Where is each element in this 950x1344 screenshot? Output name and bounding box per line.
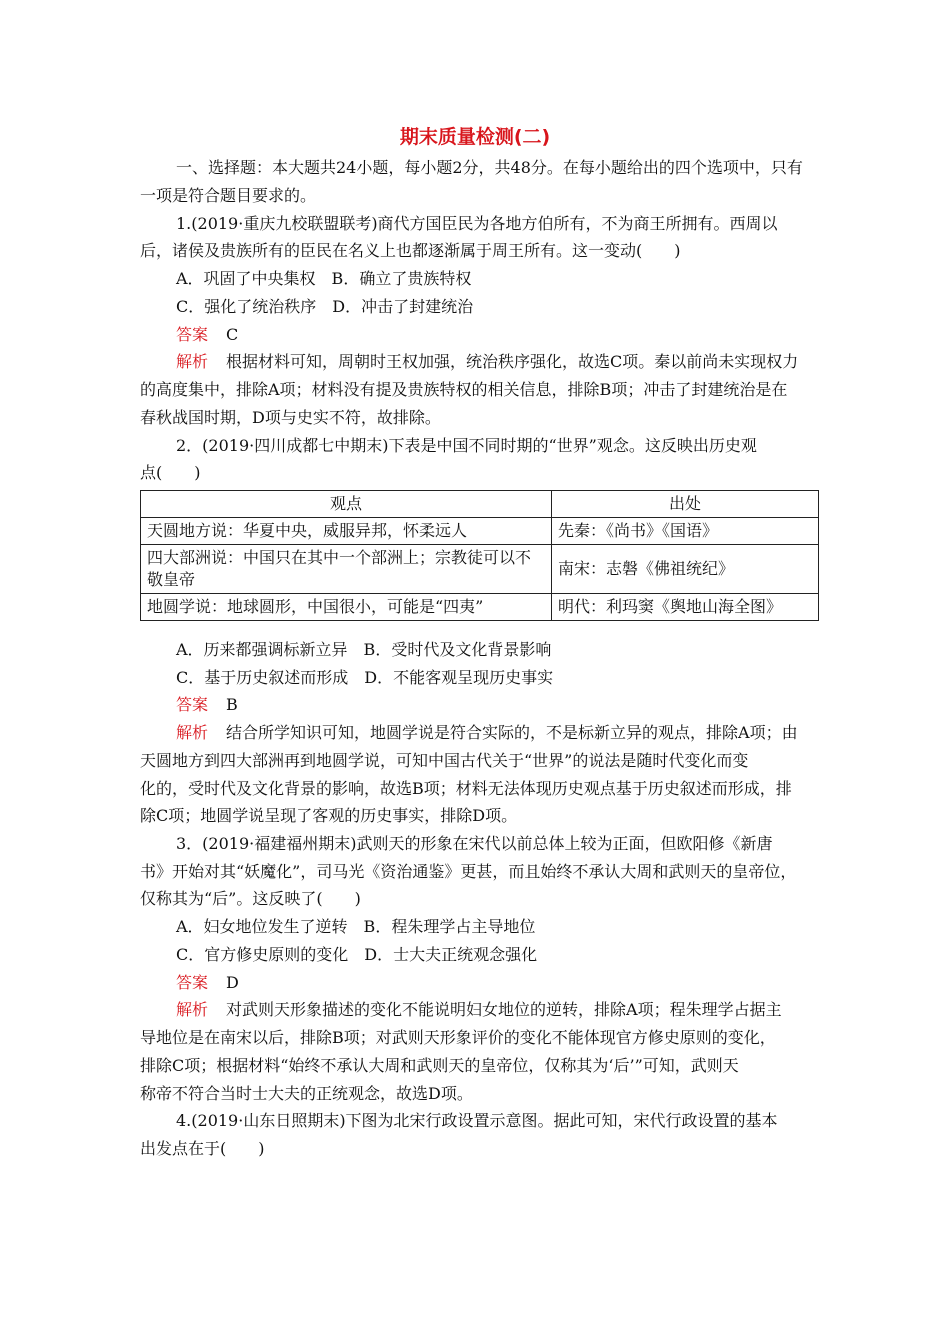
- q2-stem: 点( ): [140, 463, 201, 482]
- table-cell-view: 四大部洲说：中国只在其中一个部洲上；宗教徒可以不敬皇帝: [141, 545, 552, 594]
- q2-option: A．历来都强调标新立异 B．受时代及文化背景影响: [176, 640, 552, 659]
- q1-option: A．巩固了中央集权 B．确立了贵族特权: [176, 269, 472, 288]
- analysis-text: 对武则天形象描述的变化不能说明妇女地位的逆转，排除A项；程朱理学占据主: [226, 1000, 782, 1019]
- q3-stem: 3．(2019·福建福州期末)武则天的形象在宋代以前总体上较为正面，但欧阳修《新唐: [176, 834, 773, 853]
- table-row: [141, 545, 819, 594]
- answer-label: 答案: [176, 695, 209, 714]
- q2-analysis: 除C项；地圆学说呈现了客观的历史事实，排除D项。: [140, 806, 518, 825]
- q1-stem: 1.(2019·重庆九校联盟联考)商代方国臣民为各地方伯所有，不为商王所拥有。西周以: [176, 214, 778, 233]
- q2-analysis: [176, 723, 798, 743]
- answer-value: B: [226, 695, 238, 714]
- q1-analysis: 的高度集中，排除A项；材料没有提及贵族特权的相关信息，排除B项；冲击了封建统治是在: [140, 380, 788, 399]
- table-cell-view: 地圆学说：地球圆形，中国很小，可能是“四夷”: [141, 594, 552, 621]
- q1-analysis: 春秋战国时期，D项与史实不符，故排除。: [140, 408, 441, 427]
- q3-analysis: 称帝不符合当时士大夫的正统观念，故选D项。: [140, 1084, 473, 1103]
- table-row: [141, 594, 819, 621]
- q1-option: C．强化了统治秩序 D．冲击了封建统治: [176, 297, 474, 316]
- q2-analysis: 天圆地方到四大部洲再到地圆学说，可知中国古代关于“世界”的说法是随时代变化而变: [140, 751, 749, 770]
- q3-answer: [176, 973, 239, 993]
- q3-option: A．妇女地位发生了逆转 B．程朱理学占主导地位: [176, 917, 536, 936]
- table-row: [141, 518, 819, 545]
- answer-value: C: [226, 325, 239, 344]
- answer-label: 答案: [176, 973, 209, 992]
- q1-stem: 后，诸侯及贵族所有的臣民在名义上也都逐渐属于周王所有。这一变动( ): [140, 241, 681, 260]
- q3-stem: 书》开始对其“妖魔化”，司马光《资治通鉴》更甚，而且始终不承认大周和武则天的皇帝位，: [140, 862, 797, 881]
- q1-answer: [176, 325, 238, 345]
- q3-analysis: [176, 1000, 782, 1020]
- table-cell-source: 先秦：《尚书》《国语》: [552, 518, 819, 545]
- q4-stem: 出发点在于( ): [140, 1139, 265, 1158]
- analysis-label: 解析: [176, 352, 209, 371]
- q3-analysis: 导地位是在南宋以后，排除B项；对武则天形象评价的变化不能体现官方修史原则的变化，: [140, 1028, 776, 1047]
- q1-analysis: [176, 352, 798, 372]
- q2-option: C．基于历史叙述而形成 D．不能客观呈现历史事实: [176, 668, 554, 687]
- q2-analysis: 化的，受时代及文化背景的影响，故选B项；材料无法体现历史观点基于历史叙述而形成，排: [140, 779, 792, 798]
- q2-answer: [176, 695, 238, 715]
- table-cell-view: 天圆地方说：华夏中央，威服异邦，怀柔远人: [141, 518, 552, 545]
- page-title: 期末质量检测(二): [399, 126, 551, 148]
- answer-label: 答案: [176, 325, 209, 344]
- q3-analysis: 排除C项；根据材料“始终不承认大周和武则天的皇帝位，仅称其为‘后’”可知，武则天: [140, 1056, 739, 1075]
- table-header-view: 观点: [141, 491, 552, 518]
- analysis-text: 结合所学知识可知，地圆学说是符合实际的，不是标新立异的观点，排除A项；由: [226, 723, 798, 742]
- q3-stem: 仅称其为“后”。这反映了( ): [140, 889, 361, 908]
- q3-option: C．官方修史原则的变化 D．士大夫正统观念强化: [176, 945, 538, 964]
- table-cell-source: 南宋：志磐《佛祖统纪》: [552, 545, 819, 594]
- answer-value: D: [226, 973, 239, 992]
- analysis-label: 解析: [176, 1000, 209, 1019]
- intro-line: 一项是符合题目要求的。: [140, 186, 317, 205]
- q2-stem: 2．(2019·四川成都七中期末)下表是中国不同时期的“世界”观念。这反映出历史观: [176, 436, 757, 455]
- table-header-source: 出处: [552, 491, 819, 518]
- analysis-text: 根据材料可知，周朝时王权加强，统治秩序强化，故选C项。秦以前尚未实现权力: [226, 352, 799, 371]
- table-cell-source: 明代：利玛窦《舆地山海全图》: [552, 594, 819, 621]
- worldview-table: [140, 490, 819, 621]
- q4-stem: 4.(2019·山东日照期末)下图为北宋行政设置示意图。据此可知，宋代行政设置的基本: [176, 1111, 778, 1130]
- analysis-label: 解析: [176, 723, 209, 742]
- intro-line: 一、选择题：本大题共24小题，每小题2分，共48分。在每小题给出的四个选项中，只有: [176, 158, 803, 177]
